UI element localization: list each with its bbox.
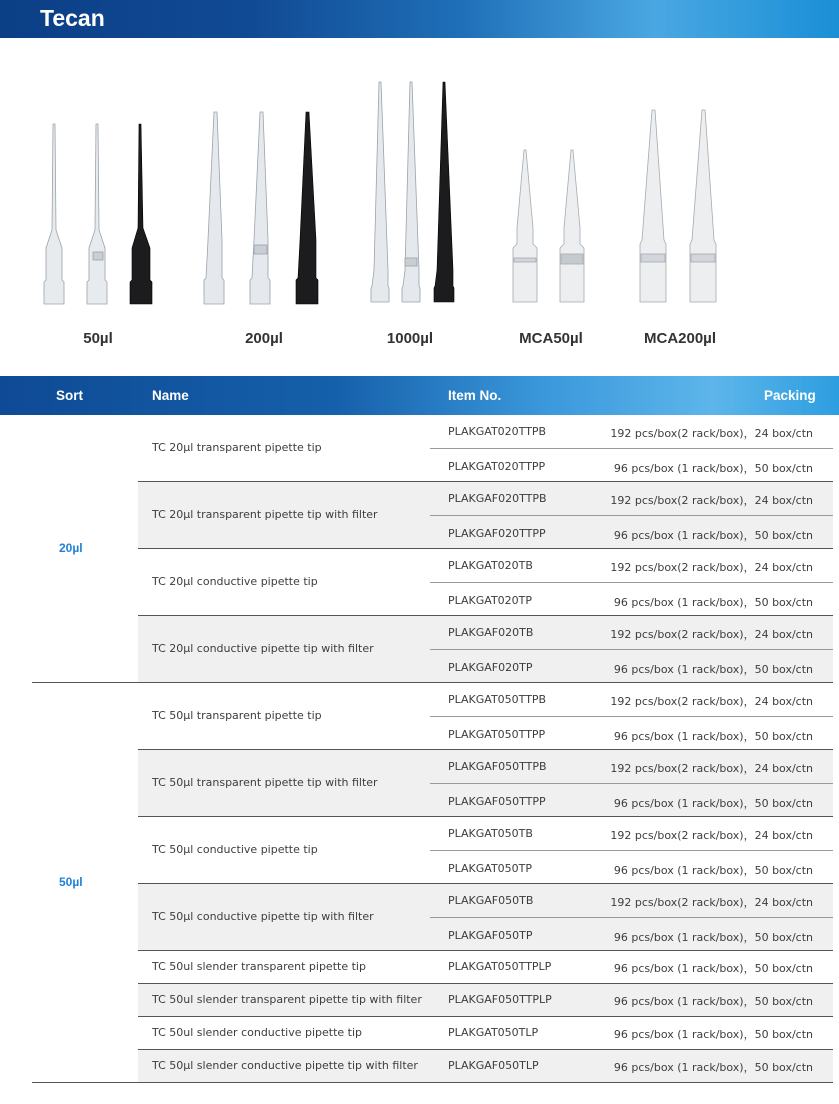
packing-info: 192 pcs/box(2 rack/box)，24 box/ctn [610, 561, 813, 574]
column-header-name: Name [152, 388, 189, 403]
product-divider [138, 816, 833, 817]
tip-image-50ul [38, 120, 158, 310]
item-number: PLAKGAF050TB [448, 894, 534, 907]
packing-info: 192 pcs/box(2 rack/box)，24 box/ctn [610, 762, 813, 775]
packing-info: 96 pcs/box (1 rack/box)，50 box/ctn [613, 962, 813, 975]
tip-image-mca50ul [505, 148, 595, 308]
product-gallery [0, 60, 839, 360]
item-number: PLAKGAF050TLP [448, 1059, 539, 1072]
column-header-item: Item No. [448, 388, 502, 403]
item-number: PLAKGAF050TTPP [448, 795, 546, 808]
packing-info: 96 pcs/box (1 rack/box)，50 box/ctn [613, 596, 813, 609]
packing-info: 192 pcs/box(2 rack/box)，24 box/ctn [610, 896, 813, 909]
product-name: TC 20µl conductive pipette tip with filter [152, 642, 374, 655]
item-divider [430, 448, 833, 449]
product-name: TC 50ul slender transparent pipette tip [152, 960, 366, 973]
packing-info: 96 pcs/box (1 rack/box)，50 box/ctn [613, 462, 813, 475]
group-divider [32, 682, 833, 683]
item-divider [430, 649, 833, 650]
item-number: PLAKGAF020TP [448, 661, 533, 674]
packing-info: 192 pcs/box(2 rack/box)，24 box/ctn [610, 427, 813, 440]
packing-info: 96 pcs/box (1 rack/box)，50 box/ctn [613, 864, 813, 877]
product-label: 1000µl [386, 330, 434, 347]
packing-info: 192 pcs/box(2 rack/box)，24 box/ctn [610, 695, 813, 708]
product-name: TC 20µl transparent pipette tip with filter [152, 508, 378, 521]
item-number: PLAKGAF050TTPB [448, 760, 547, 773]
packing-info: 96 pcs/box (1 rack/box)，50 box/ctn [613, 797, 813, 810]
product-name: TC 50µl transparent pipette tip with filter [152, 776, 378, 789]
item-number: PLAKGAT050TTPLP [448, 960, 552, 973]
item-number: PLAKGAF020TTPB [448, 492, 547, 505]
item-divider [430, 850, 833, 851]
item-number: PLAKGAF020TB [448, 626, 534, 639]
item-divider [430, 917, 833, 918]
column-header-sort: Sort [56, 388, 83, 403]
packing-info: 192 pcs/box(2 rack/box)，24 box/ctn [610, 628, 813, 641]
header-band [0, 0, 839, 38]
product-name: TC 50µl conductive pipette tip [152, 843, 318, 856]
item-number: PLAKGAT050TTPB [448, 693, 547, 706]
packing-info: 96 pcs/box (1 rack/box)，50 box/ctn [613, 663, 813, 676]
item-number: PLAKGAF020TTPP [448, 527, 546, 540]
packing-info: 96 pcs/box (1 rack/box)，50 box/ctn [613, 1028, 813, 1041]
column-header-packing: Packing [764, 388, 816, 403]
table-header [0, 376, 839, 415]
tip-image-200ul [200, 110, 330, 310]
tip-image-mca200ul [630, 108, 730, 308]
item-divider [430, 783, 833, 784]
packing-info: 96 pcs/box (1 rack/box)，50 box/ctn [613, 995, 813, 1008]
group-divider [32, 1082, 833, 1083]
item-number: PLAKGAT050TLP [448, 1026, 539, 1039]
product-name: TC 50µl conductive pipette tip with filter [152, 910, 374, 923]
item-divider [430, 716, 833, 717]
sort-label: 50µl [59, 875, 83, 889]
item-number: PLAKGAT020TB [448, 559, 533, 572]
item-number: PLAKGAT050TB [448, 827, 533, 840]
tip-image-1000ul [365, 80, 465, 310]
product-name: TC 50ul slender conductive pipette tip [152, 1026, 362, 1039]
product-name: TC 20µl conductive pipette tip [152, 575, 318, 588]
product-name: TC 50µl slender conductive pipette tip with filter [152, 1059, 418, 1072]
item-number: PLAKGAF050TP [448, 929, 533, 942]
product-divider [138, 1016, 833, 1017]
item-number: PLAKGAF050TTPLP [448, 993, 552, 1006]
item-number: PLAKGAT050TP [448, 862, 533, 875]
product-name: TC 50ul slender transparent pipette tip with filter [152, 993, 422, 1006]
product-label: 50µl [83, 330, 113, 347]
product-divider [138, 950, 833, 951]
item-divider [430, 515, 833, 516]
product-label: MCA50µl [519, 330, 583, 347]
packing-info: 96 pcs/box (1 rack/box)，50 box/ctn [613, 529, 813, 542]
item-number: PLAKGAT020TP [448, 594, 533, 607]
sort-label: 20µl [59, 541, 83, 555]
product-name: TC 20µl transparent pipette tip [152, 441, 322, 454]
page-title: Tecan [40, 5, 105, 31]
packing-info: 96 pcs/box (1 rack/box)，50 box/ctn [613, 730, 813, 743]
item-divider [430, 582, 833, 583]
product-label: MCA200µl [644, 330, 716, 347]
packing-info: 192 pcs/box(2 rack/box)，24 box/ctn [610, 494, 813, 507]
item-number: PLAKGAT020TTPB [448, 425, 547, 438]
item-number: PLAKGAT020TTPP [448, 460, 546, 473]
packing-info: 192 pcs/box(2 rack/box)，24 box/ctn [610, 829, 813, 842]
packing-info: 96 pcs/box (1 rack/box)，50 box/ctn [613, 931, 813, 944]
product-label: 200µl [245, 330, 283, 347]
item-number: PLAKGAT050TTPP [448, 728, 546, 741]
packing-info: 96 pcs/box (1 rack/box)，50 box/ctn [613, 1061, 813, 1074]
product-divider [138, 548, 833, 549]
product-name: TC 50µl transparent pipette tip [152, 709, 322, 722]
